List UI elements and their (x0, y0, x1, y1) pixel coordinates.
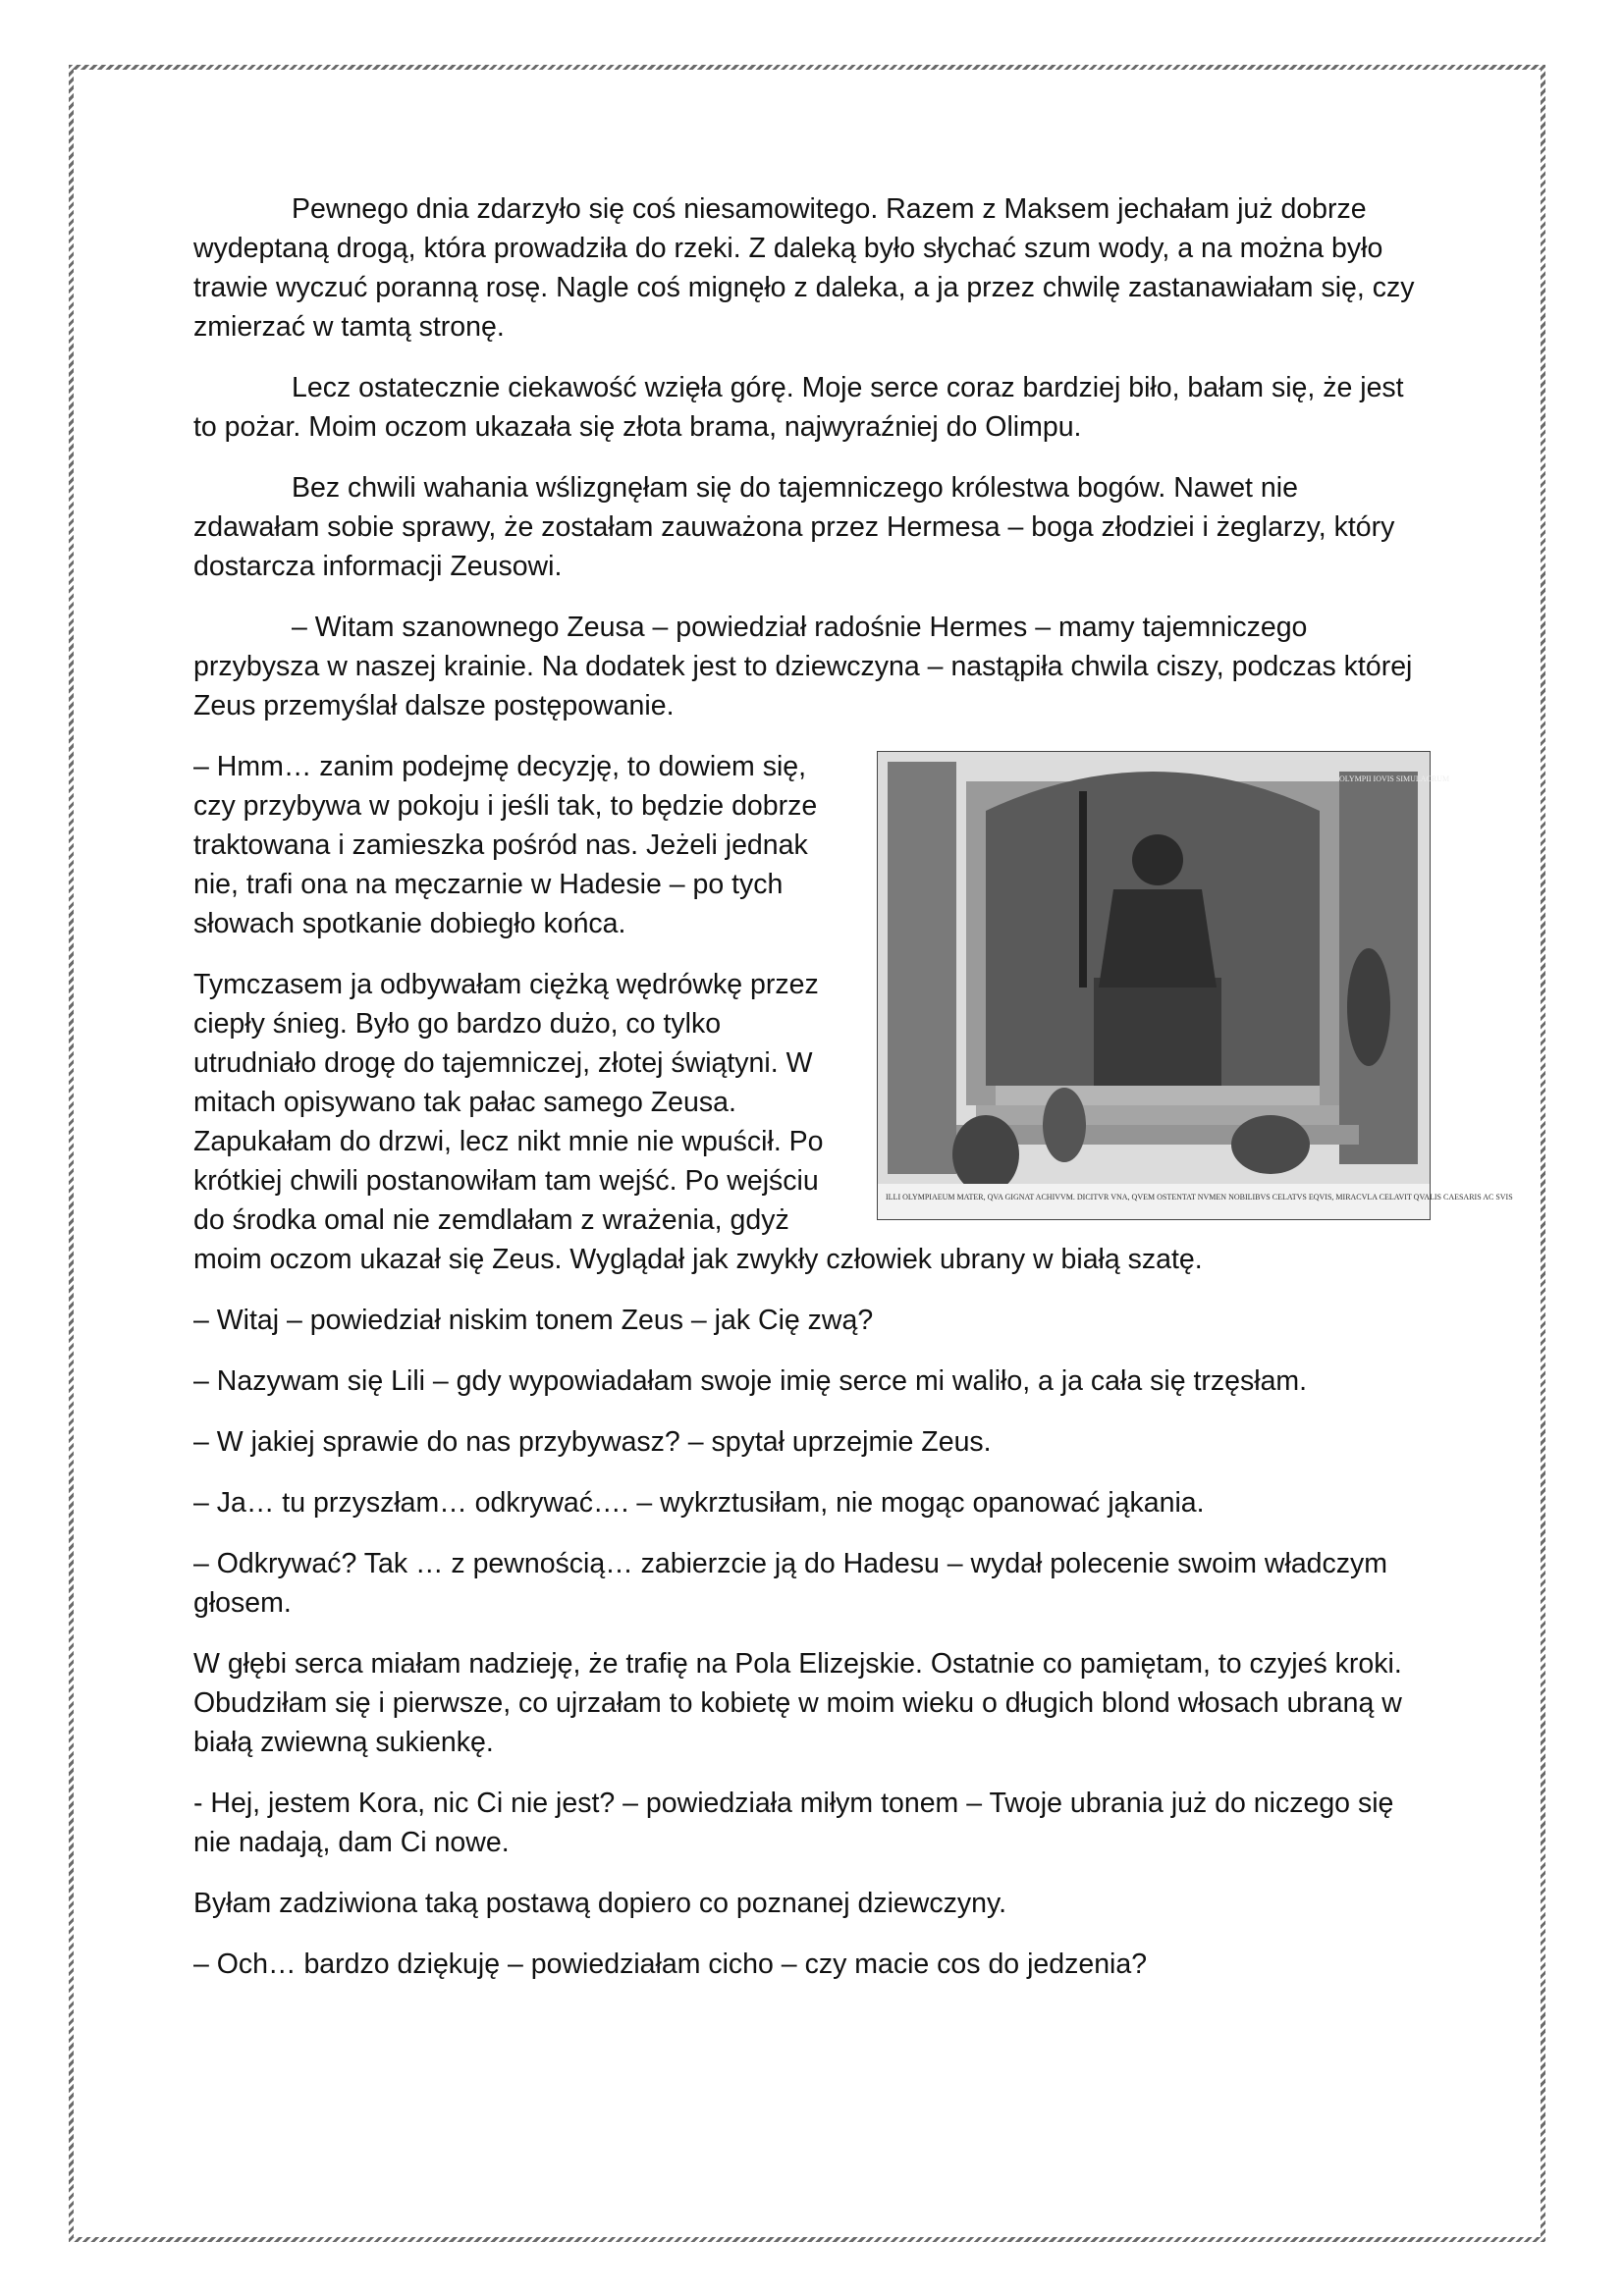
engraving-caption: ILLI OLYMPIAEUM MATER, QVA GIGNAT ACHIVVM. DICITVR VNA, QVEM OSTENTAT NVMEN NOBILIBVS CELATVS EQVIS, MIRACVLA CELAVIT QVALIS CAESARIS AC SVIS (886, 1193, 1513, 1201)
paragraph: Byłam zadziwiona taką postawą dopiero co poznanej dziewczyny. (193, 1888, 1007, 1919)
paragraph: – Och… bardzo dziękuję – powiedziałam cicho – czy macie cos do jedzenia? (193, 1949, 1148, 1980)
zeus-statue-engraving (877, 751, 1513, 1220)
paragraph: – Witam szanownego Zeusa – powiedział radośnie Hermes – mamy tajemniczego przybysza w naszej krainie. Na dodatek jest to dziewczyna – nastąpiła chwila ciszy, podczas której Zeus przemyślał dalsze postępowanie. (193, 612, 1413, 721)
paragraph: – Hmm… zanim podejmę decyzję, to dowiem się, czy przybywa w pokoju i jeśli tak, to będzie dobrze traktowana i zamieszka pośród nas. Jeżeli jednak nie, trafi ona na męczarnie w Hadesie – po tych słowach spotkanie dobiegło końca. (193, 751, 818, 939)
paragraph: – W jakiej sprawie do nas przybywasz? – spytał uprzejmie Zeus. (193, 1426, 992, 1458)
paragraph: - Hej, jestem Kora, nic Ci nie jest? – powiedziała miłym tonem – Twoje ubrania już do niczego się nie nadają, dam Ci nowe. (193, 1788, 1394, 1858)
paragraph: Lecz ostatecznie ciekawość wzięła górę. Moje serce coraz bardziej biło, bałam się, że jest to pożar. Moim oczom ukazała się złota brama, najwyraźniej do Olimpu. (193, 372, 1404, 443)
paragraph: – Odkrywać? Tak … z pewnością… zabierzcie ją do Hadesu – wydał polecenie swoim władczym głosem. (193, 1548, 1388, 1619)
paragraph: – Ja… tu przyszłam… odkrywać…. – wykrztusiłam, nie mogąc opanować jąkania. (193, 1487, 1205, 1519)
engraving-image (878, 752, 1513, 1219)
story-text (193, 189, 1513, 2005)
engraving-title: OLYMPII IOVIS SIMULACRUM (1339, 774, 1450, 783)
paragraph: – Witaj – powiedział niskim tonem Zeus – jak Cię zwą? (193, 1305, 874, 1336)
paragraph: Bez chwili wahania wślizgnęłam się do tajemniczego królestwa bogów. Nawet nie zdawałam sobie sprawy, że zostałam zauważona przez Hermesa – boga złodziei i żeglarzy, który dostarcza informacji Zeusowi. (193, 472, 1395, 582)
paragraph: Pewnego dnia zdarzyło się coś niesamowitego. Razem z Maksem jechałam już dobrze wydeptaną drogą, która prowadziła do rzeki. Z daleką było słychać szum wody, a na można było trawie wyczuć poranną rosę. Nagle coś mignęło z daleka, a ja przez chwilę zastanawiałam się, czy zmierzać w tamtą stronę. (193, 193, 1415, 343)
paragraph: W głębi serca miałam nadzieję, że trafię na Pola Elizejskie. Ostatnie co pamiętam, to czyjeś kroki. Obudziłam się i pierwsze, co ujrzałam to kobietę w moim wieku o długich blond włosach ubraną w białą zwiewną sukienkę. (193, 1648, 1402, 1758)
paragraph: Tymczasem ja odbywałam ciężką wędrówkę przez ciepły śnieg. Było go bardzo dużo, co tylko utrudniało drogę do tajemniczej, złotej świątyni. W mitach opisywano tak pałac samego Zeusa. Zapukałam do drzwi, lecz nikt mnie nie wpuścił. Po krótkiej chwili postanowiłam tam wejść. Po wejściu do środka omal nie zemdlałam z wrażenia, gdyż moim oczom ukazał się Zeus. Wyglądał jak zwykły człowiek ubrany w białą szatę. (193, 969, 1203, 1275)
paragraph: – Nazywam się Lili – gdy wypowiadałam swoje imię serce mi waliło, a ja cała się trzęsłam. (193, 1365, 1308, 1397)
